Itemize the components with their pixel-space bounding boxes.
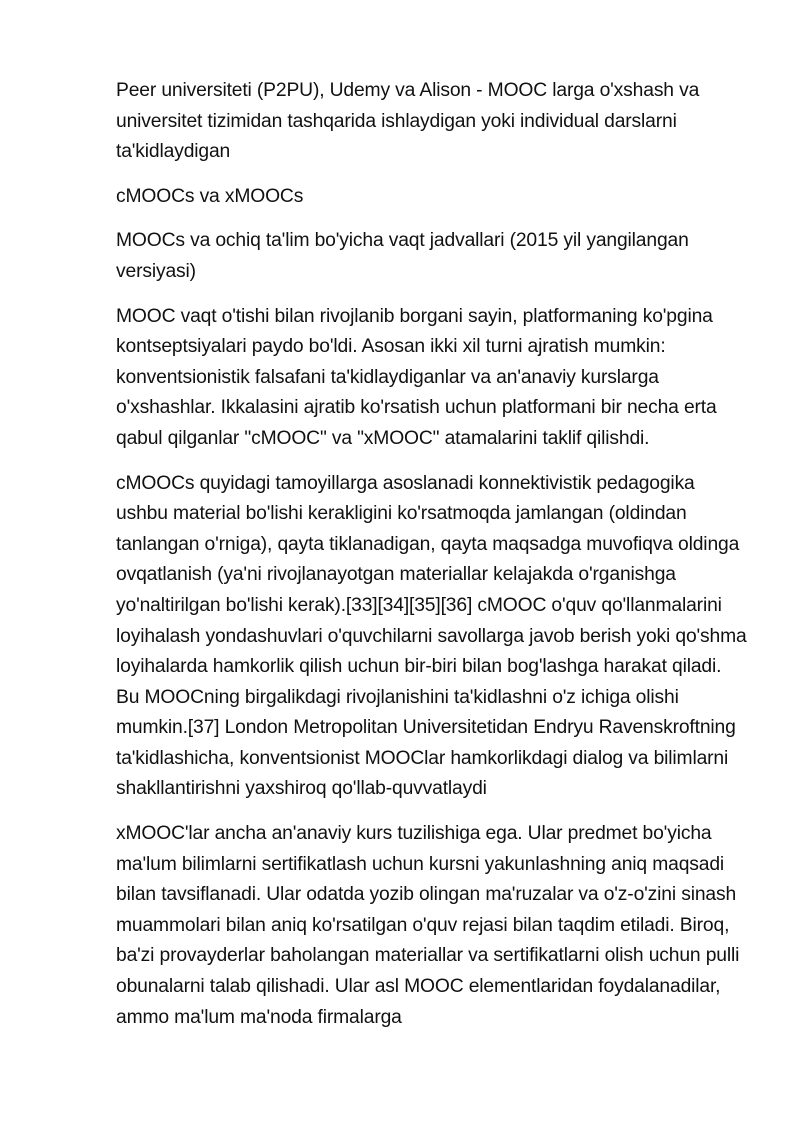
paragraph-timeline-caption: MOOCs va ochiq ta'lim bo'yicha vaqt jadvallari (2015 yil yangilangan versiyasi) <box>116 230 689 282</box>
paragraph-xmoocs: xMOOC'lar ancha an'anaviy kurs tuzilishiga ega. Ular predmet bo'yicha ma'lum bilimlarni sertifikatlash uchun kursni yakunlashning aniq maqsadi bilan tavsiflanadi. Ular odatda yozib olingan ma'ruzalar va o'z-o'zini sinash muammolari bilan aniq ko'rsatilgan o'quv rejasi bilan taqdim etiladi. Biroq, ba'zi provayderlar baholangan materiallar va sertifikatlarni olish uchun pulli obunalarni talab qilishadi. Ular asl MOOC elementlaridan foydalanadilar, ammo ma'lum ma'noda firmalarga <box>116 823 740 1028</box>
document-page <box>116 76 748 1047</box>
paragraph-intro: Peer universiteti (P2PU), Udemy va Alison - MOOC larga o'xshash va universitet tizimidan tashqarida ishlaydigan yoki individual darslarni ta'kidlaydigan <box>116 80 700 163</box>
paragraph-mooc-evolution: MOOC vaqt o'tishi bilan rivojlanib borgani sayin, platformaning ko'pgina kontseptsiyalari paydo bo'ldi. Asosan ikki xil turni ajratish mumkin: konventsionistik falsafani ta'kidlaydiganlar va an'anaviy kurslarga o'xshashlar. Ikkalasini ajratib ko'rsatish uchun platformani bir necha erta qabul qilganlar "cMOOC" va "xMOOC" atamalarini taklif qilishdi. <box>116 305 717 449</box>
section-heading-cmoocs-xmoocs: cMOOCs va xMOOCs <box>116 185 304 207</box>
paragraph-cmoocs: cMOOCs quyidagi tamoyillarga asoslanadi konnektivistik pedagogika ushbu material bo'lishi kerakligini ko'rsatmoqda jamlangan (oldindan tanlangan o'rniga), qayta tiklanadigan, qayta maqsadga muvofiqva oldinga ovqatlanish (ya'ni rivojlanayotgan materiallar kelajakda o'rganishga yo'naltirilgan bo'lishi kerak).[33][34][35][36] cMOOC o'quv qo'llanmalarini loyihalash yondashuvlari o'quvchilarni savollarga javob berish yoki qo'shma loyihalarda hamkorlik qilish uchun bir-biri bilan bog'lashga harakat qiladi. Bu MOOCning birgalikdagi rivojlanishini ta'kidlashni o'z ichiga olishi mumkin.[37] London Metropolitan Universitetidan Endryu Ravenskroftning ta'kidlashicha, konventsionist MOOClar hamkorlikdagi dialog va bilimlarni shakllantirishni yaxshiroq qo'llab-quvvatlaydi <box>116 472 747 800</box>
